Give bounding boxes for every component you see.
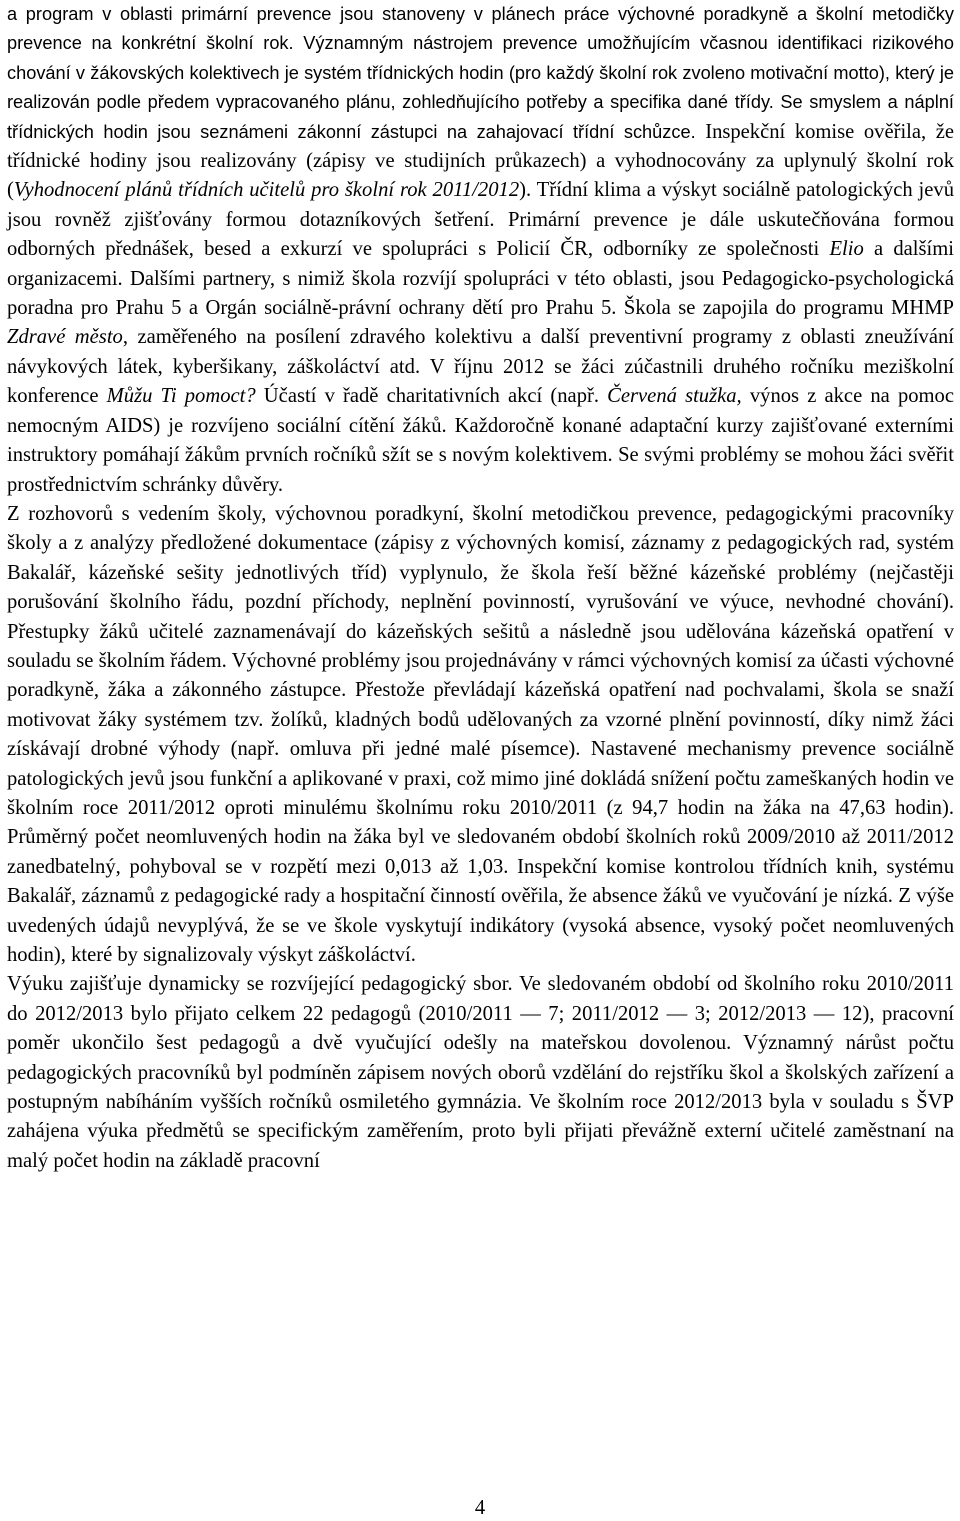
program-name: Zdravé město [7,326,123,349]
body-text [7,0,954,1176]
paragraph-staff: Výuku zajišťuje dynamicky se rozvíjející pedagogický sbor. Ve sledovaném období od školního roku 2010/2011 do 2012/2013 bylo přijato celkem 22 pedagogů (2010/2011 — 7; 2011/2012 — 3; 2012/2013 — 12), pracovní poměr ukončilo šest pedagogů a dvě vyučující odešly na mateřskou dovolenou. Významný nárůst počtu pedagogických pracovníků byl podmíněn zápisem nových oborů vzdělání do rejstříku škol a školských zařízení a postupným nabíháním vyšších ročníků osmiletého gymnázia. Ve školním roce 2012/2013 byla v souladu s ŠVP zahájena výuka předmětů se specifickým zaměřením, proto byli přijati převážně externí učitelé zaměstnaní na malý počet hodin na základě pracovní [7,973,954,1172]
paragraph-prevention-sans-part: a program v oblasti primární prevence jsou stanoveny v plánech práce výchovné poradkyně a školní metodičky prevence na konkrétní školní rok. Významným nástrojem prevence umožňujícím včasnou identifikaci rizikového chování v žákovských kolektivech je systém třídnických hodin (pro každý školní rok zvoleno motivační motto), který je realizován podle předem vypracovaného plánu, zohledňujícího potřeby a specifika dané třídy. Se smyslem a náplní třídnických hodin jsou seznámeni zákonní zástupci na zahajovací třídní schůzce. [7,4,954,142]
conference-name: Můžu Ti pomoct? [106,385,256,408]
charity-name: Červená stužka, [607,385,742,408]
paragraph-prevention-part-1: Inspekční komise ověřila, že třídnické hodiny jsou realizovány (zápisy ve studijních průkazech) a vyhodnocovány za uplynulý školní rok ( [7,120,955,202]
paragraph-prevention-part-2: ). Třídní klima a výskyt sociálně patologických jevů jsou rovněž zjišťovány formou dotazníkových šetření. Primární prevence je dále uskutečňována formou odborných přednášek, besed a exkurzí ve spolupráci s Policií ČR, odborníky ze společnosti [7,179,954,261]
paragraph-prevention-part-3: a dalšími organizacemi. Dalšími partnery, s nimiž škola rozvíjí spolupráci v této oblasti, jsou Pedagogicko-psychologická poradna pro Prahu 5 a Orgán sociálně-právní ochrany dětí pro Prahu 5. Škola se zapojila do programu MHMP [7,238,954,320]
company-name: Elio [829,238,864,261]
paragraph-prevention-part-6: výnos z akce na pomoc nemocným AIDS) je rozvíjeno sociální cítění žáků. Každoročně konané adaptační kurzy zajišťované externími instruktory pomáhají žákům prvních ročníků sžít se s novým kolektivem. Se svými problémy se mohou žáci svěřit prostřednictvím schránky důvěry. [7,385,954,496]
paragraph-prevention-part-4: , zaměřeného na posílení zdravého kolektivu a další preventivní programy z oblasti zneužívání návykových látek, kyberšikany, záškoláctví atd. V říjnu 2012 se žáci zúčastnili druhého ročníku meziškolní konference [7,326,955,408]
paragraph-prevention-part-5: Účastí v řadě charitativních akcí (např. [255,385,608,408]
paragraph-prevention [7,0,954,500]
evaluation-title: Vyhodnocení plánů třídních učitelů pro školní rok 2011/2012 [13,179,520,202]
paragraph-discipline: Z rozhovorů s vedením školy, výchovnou poradkyní, školní metodičkou prevence, pedagogickými pracovníky školy a z analýzy předložené dokumentace (zápisy z výchovných komisí, záznamy z pedagogických rad, systém Bakalář, kázeňské sešity jednotlivých tříd) vyplynulo, že škola řeší běžné kázeňské problémy (nejčastěji porušování školního řádu, pozdní příchody, neplnění povinností, vyrušování ve výuce, nevhodné chování). Přestupky žáků učitelé zaznamenávají do kázeňských sešitů a následně jsou udělována kázeňská opatření v souladu se školním řádem. Výchovné problémy jsou projednávány v rámci výchovných komisí za účasti výchovné poradkyně, žáka a zákonného zástupce. Přestože převládají kázeňská opatření nad pochvalami, škola se snaží motivovat žáky systémem tzv. žolíků, kladných bodů udělovaných za vzorné plnění povinností, díky nimž žáci získávají drobné výhody (např. omluva při jedné malé písemce). Nastavené mechanismy prevence sociálně patologických jevů jsou funkční a aplikované v praxi, což mimo jiné dokládá snížení počtu zameškaných hodin ve školním roce 2011/2012 oproti minulému školnímu roku 2010/2011 (z 94,7 hodin na žáka na 47,63 hodin). Průměrný počet neomluvených hodin na žáka byl ve sledovaném období školních roků 2009/2010 až 2011/2012 zanedbatelný, pohyboval se v rozpětí mezi 0,013 až 1,03. Inspekční komise kontrolou třídních knih, systému Bakalář, záznamů z pedagogické rady a hospitační činností ověřila, že absence žáků ve vyučování je nízká. Z výše uvedených údajů nevyplývá, že se ve škole vyskytují indikátory (vysoká absence, vysoký počet neomluvených hodin), které by signalizovaly výskyt záškoláctví. [7,502,954,966]
page-number: 4 [474,1497,486,1519]
